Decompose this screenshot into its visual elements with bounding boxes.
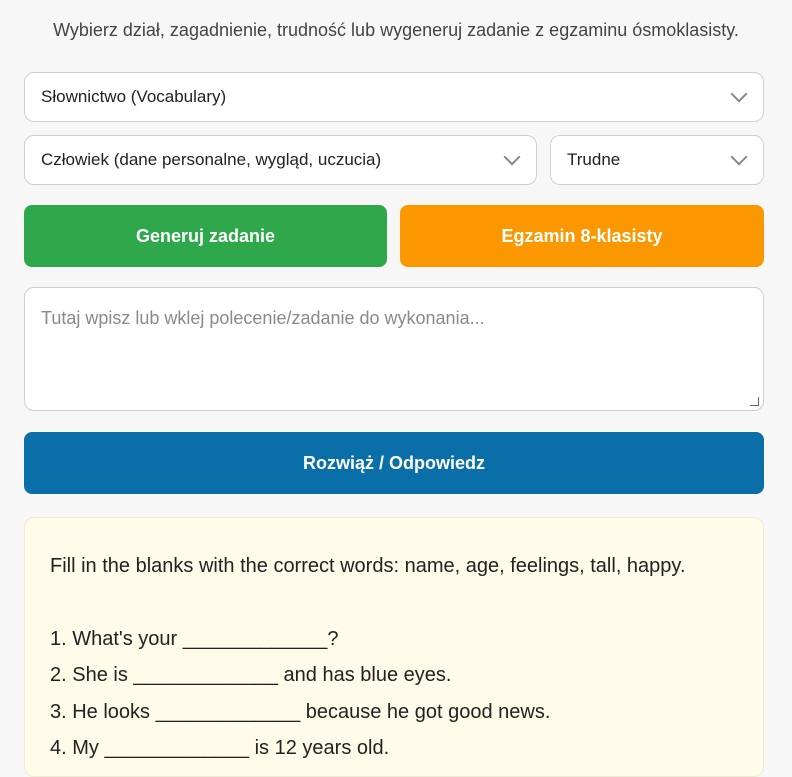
- result-instruction: Fill in the blanks with the correct words: name, age, feelings, tall, happy.: [50, 555, 686, 577]
- chevron-down-icon: [731, 86, 748, 103]
- section-select[interactable]: [24, 72, 764, 122]
- solve-label: Rozwiąż / Odpowiedz: [302, 452, 485, 473]
- result-spacer: [50, 585, 738, 621]
- task-input[interactable]: [24, 287, 764, 411]
- task-input-placeholder: Tutaj wpisz lub wklej polecenie/zadanie do wykonania...: [41, 308, 485, 328]
- section-select-value: Słownictwo (Vocabulary): [41, 87, 227, 106]
- chevron-down-icon: [504, 149, 521, 166]
- generate-task-label: Generuj zadanie: [135, 225, 276, 246]
- exam-label: Egzamin 8-klasisty: [501, 225, 663, 246]
- difficulty-select-value: Trudne: [567, 150, 621, 169]
- result-panel: [24, 517, 764, 777]
- topic-select-value: Człowiek (dane personalne, wygląd, uczucia): [41, 150, 382, 169]
- chevron-down-icon: [731, 149, 748, 166]
- page-intro: Wybierz dział, zagadnienie, trudność lub wygeneruj zadanie z egzaminu ósmoklasisty.: [53, 20, 739, 40]
- result-item: 1. What's your _____________?: [50, 627, 339, 650]
- result-item: 2. She is _____________ and has blue eyes.: [50, 664, 452, 686]
- solve-button[interactable]: [24, 432, 764, 494]
- resize-handle[interactable]: [750, 397, 759, 406]
- difficulty-select[interactable]: [550, 135, 764, 185]
- generate-task-button[interactable]: [24, 205, 387, 267]
- result-item: 4. My _____________ is 12 years old.: [50, 737, 390, 759]
- topic-select[interactable]: [24, 135, 537, 185]
- result-item: 3. He looks _____________ because he got good news.: [50, 700, 551, 723]
- exam-button[interactable]: [400, 205, 764, 267]
